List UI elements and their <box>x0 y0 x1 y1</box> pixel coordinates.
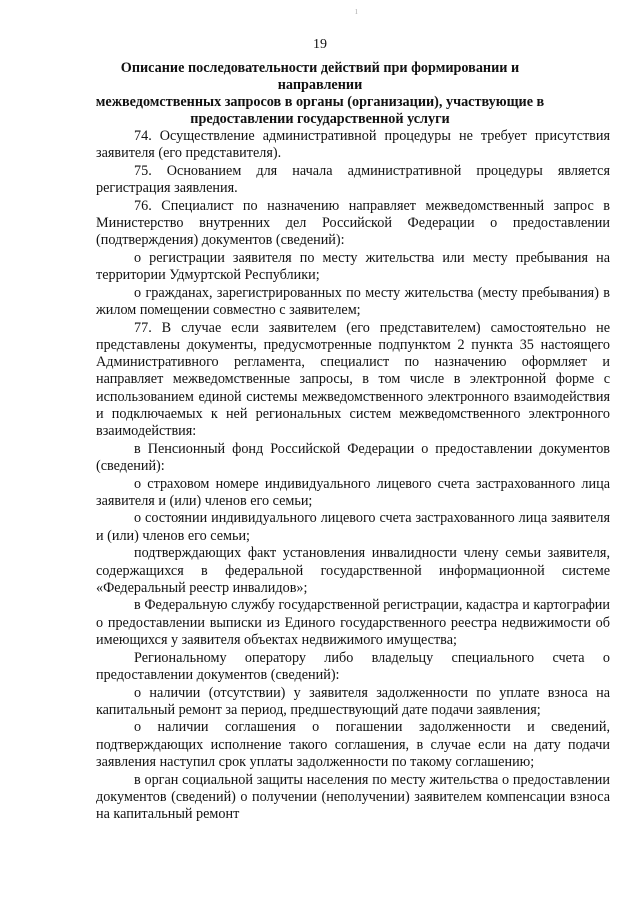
body-text <box>96 128 610 824</box>
paragraph-76: 76. Специалист по назначению направляет межведомственный запрос в Министерство внутренних дел Российской Федерации о предоставлении (подтверждения) документов (сведений): <box>96 197 610 249</box>
list-item: Региональному оператору либо владельцу специального счета о предоставлении документов (сведений): <box>96 649 610 683</box>
list-item: о страховом номере индивидуального лицевого счета застрахованного лица заявителя и (или) членов его семьи; <box>96 475 610 509</box>
list-item: о регистрации заявителя по месту жительства или месту пребывания на территории Удмуртской Республики; <box>96 249 610 284</box>
list-item: в Федеральную службу государственной регистрации, кадастра и картографии о предоставлении выписки из Единого государственного реестра недвижимости об имеющихся у заявителя объектах недвижимого имущества; <box>96 597 610 648</box>
list-item: о наличии (отсутствии) у заявителя задолженности по уплате взноса на капитальный ремонт за период, предшествующий дате подачи заявления; <box>96 684 610 718</box>
list-item: о наличии соглашения о погашении задолженности и сведений, подтверждающих исполнение такого соглашения, в случае если на дату подачи заявления наступил срок уплаты задолженности по такому соглашению; <box>96 719 610 770</box>
list-item: о состоянии индивидуального лицевого счета застрахованного лица заявителя и (или) членов его семьи; <box>96 510 610 544</box>
paragraph-75: 75. Основанием для начала административной процедуры является регистрация заявления. <box>96 162 610 197</box>
page-number: 19 <box>313 37 327 52</box>
heading-line: Описание последовательности действий при формировании и направлении <box>120 60 520 93</box>
heading-line: межведомственных запросов в органы (организации), участвующие в <box>95 94 545 110</box>
paragraph-74: 74. Осуществление административной процедуры не требует присутствия заявителя (его представителя). <box>96 128 610 162</box>
section-heading <box>88 60 552 128</box>
list-item: в Пенсионный фонд Российской Федерации о предоставлении документов (сведений): <box>96 440 610 474</box>
list-item: о гражданах, зарегистрированных по месту жительства (месту пребывания) в жилом помещении совместно с заявителем; <box>96 284 610 319</box>
list-item: в орган социальной защиты населения по месту жительства о предоставлении документов (сведений) о получении (неполучении) заявителем компенсации взноса на капитальный ремонт <box>96 771 610 822</box>
list-item: подтверждающих факт установления инвалидности члену семьи заявителя, содержащихся в федеральной государственной информационной системе «Федеральный реестр инвалидов»; <box>96 545 610 596</box>
heading-line: предоставлении государственной услуги <box>190 111 450 127</box>
scan-artifact-mark: ı <box>355 6 358 17</box>
paragraph-77: 77. В случае если заявителем (его представителем) самостоятельно не представлены документы, предусмотренные подпунктом 2 пункта 35 настоящего Административного регламента, специалист по назначению оформляет и направляет межведомственные запросы, в том числе в электронной форме с использованием единой системы межведомственного электронного взаимодействия и подключаемых к ней региональных систем межведомственного электронного взаимодействия: <box>96 319 610 439</box>
